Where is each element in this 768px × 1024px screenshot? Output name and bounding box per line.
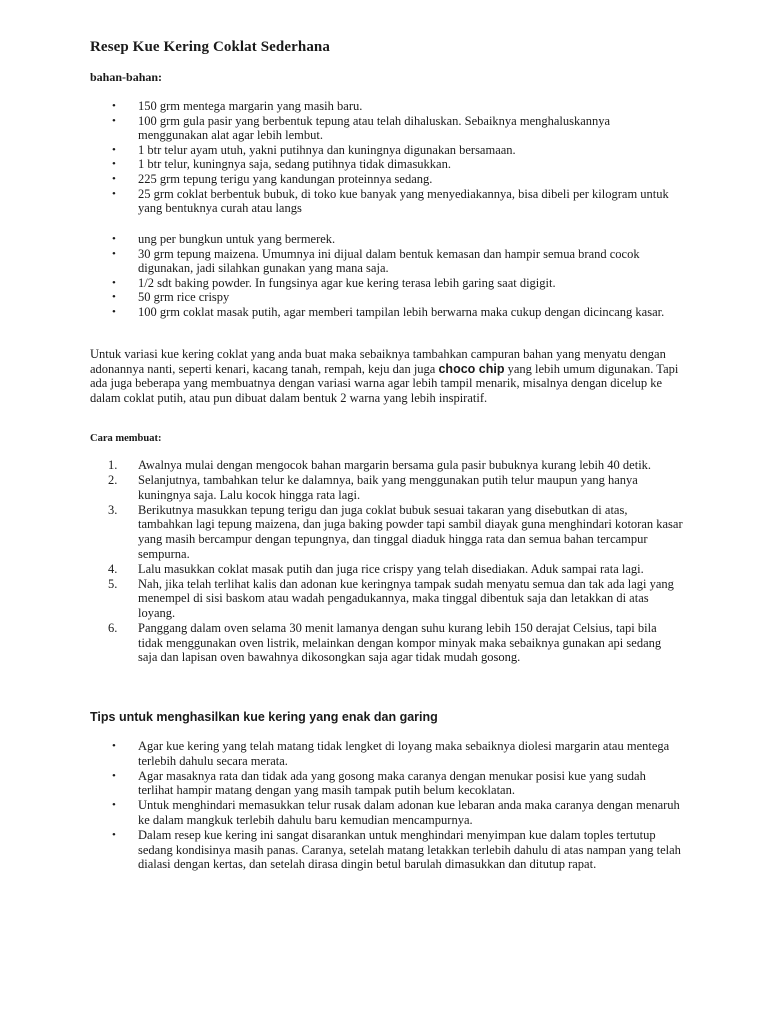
bullet-icon: •	[112, 114, 116, 127]
ingredient-text: 1 btr telur ayam utuh, yakni putihnya dan kuningnya digunakan bersamaan.	[138, 142, 516, 157]
ingredient-text: 100 grm gula pasir yang berbentuk tepung atau telah dihaluskan. Sebaiknya menghaluskannya menggunakan alat agar lebih lembut.	[138, 113, 611, 143]
step-item	[0, 473, 683, 502]
ingredients-list-part2	[0, 232, 768, 320]
ingredient-text: ung per bungkun untuk yang bermerek.	[138, 232, 336, 246]
variation-text-end: yang lebih umum digunakan. Tapi ada juga beberapa yang membuatnya dengan variasi warna agar lebih tampil menarik, misalnya dengan dicelup ke dalam coklat putih, atau pun dibuat dalam bentuk 2 warna yang lebih inspiratif.	[90, 361, 679, 405]
ingredient-text: 100 grm coklat masak putih, agar memberi tampilan lebih berwarna maka cukup dengan dicincang kasar.	[138, 304, 665, 319]
tips-heading: Tips untuk menghasilkan kue kering yang enak dan garing	[90, 710, 438, 724]
list-item	[0, 172, 683, 187]
bullet-icon: •	[112, 740, 116, 752]
list-item	[0, 828, 683, 872]
step-item	[0, 562, 683, 577]
ingredient-text: 225 grm tepung terigu yang kandungan proteinnya sedang.	[138, 171, 433, 186]
step-number: 5.	[108, 576, 118, 591]
bullet-icon: •	[112, 158, 116, 171]
variation-text-start: Untuk variasi kue kering coklat yang anda buat maka sebaiknya tambahkan campuran bahan yang menyatu dengan adonannya nanti, seperti kenari, kacang tanah, rempah, keju dan juga	[90, 347, 666, 376]
bullet-icon: •	[112, 247, 116, 260]
step-item	[0, 503, 683, 561]
step-item	[0, 458, 683, 473]
list-item	[0, 232, 683, 247]
page-title: Resep Kue Kering Coklat Sederhana	[90, 39, 330, 55]
step-number: 2.	[108, 473, 118, 488]
bullet-icon: •	[112, 187, 116, 200]
bullet-icon: •	[112, 799, 116, 812]
ingredient-text: 150 grm mentega margarin yang masih baru.	[138, 99, 363, 113]
method-steps-list	[0, 458, 768, 665]
step-item	[0, 621, 683, 665]
ingredient-text: 1/2 sdt baking powder. In fungsinya agar kue kering terasa lebih garing saat digigit.	[138, 275, 556, 290]
ingredients-heading: bahan-bahan:	[90, 70, 163, 84]
step-number: 1.	[108, 458, 118, 472]
bullet-icon: •	[112, 829, 116, 842]
bullet-icon: •	[112, 291, 116, 304]
list-item	[0, 798, 683, 827]
list-item	[0, 247, 683, 276]
list-item	[0, 305, 683, 320]
bullet-icon: •	[112, 100, 116, 112]
method-heading: Cara membuat:	[90, 433, 162, 444]
step-item	[0, 577, 683, 621]
step-number: 4.	[108, 561, 118, 576]
list-item	[0, 769, 683, 798]
variation-paragraph	[90, 347, 680, 405]
tips-list	[0, 739, 768, 872]
list-item	[0, 114, 683, 143]
tip-text: Agar masaknya rata dan tidak ada yang gosong maka caranya dengan menukar posisi kue yang sudah terlihat hampir matang dengan yang masih tampak putih belum kecoklatan.	[138, 768, 646, 798]
list-item	[0, 143, 683, 158]
ingredient-text: 1 btr telur, kuningnya saja, sedang putihnya tidak dimasukkan.	[138, 157, 451, 172]
tip-text: Dalam resep kue kering ini sangat disarankan untuk menghindari menyimpan kue dalam toples tertutup sedang kondisinya masih panas. Caranya, setelah matang letakkan terlebih dahulu di atas nampan yang telah dialasi dengan kertas, dan setelah dirasa dingin betul barulah dimasukkan dan ditutup rapat.	[138, 828, 681, 872]
list-item	[0, 276, 683, 291]
bullet-icon: •	[112, 233, 116, 245]
tip-text: Agar kue kering yang telah matang tidak lengket di loyang maka sebaiknya diolesi margarin atau mentega terlebih dahulu secara merata.	[138, 739, 670, 768]
step-text: Awalnya mulai dengan mengocok bahan margarin bersama gula pasir bubuknya kurang lebih 40 detik.	[138, 458, 652, 472]
list-item	[0, 99, 683, 114]
ingredient-text: 30 grm tepung maizena. Umumnya ini dijual dalam bentuk kemasan dan hampir semua brand cocok digunakan, jadi silahkan gunakan yang mana saja.	[138, 246, 640, 276]
step-text: Lalu masukkan coklat masak putih dan juga rice crispy yang telah disediakan. Aduk sampai rata lagi.	[138, 561, 644, 576]
step-text: Selanjutnya, tambahkan telur ke dalamnya, baik yang menggunakan putih telur maupun yang hanya kuningnya saja. Lalu kocok hingga rata lagi.	[138, 473, 638, 502]
bullet-icon: •	[112, 276, 116, 289]
list-item	[0, 739, 683, 768]
list-item	[0, 157, 683, 172]
step-number: 6.	[108, 621, 118, 636]
step-text: Berikutnya masukkan tepung terigu dan juga coklat bubuk sesuai takaran yang disebutkan di atas, tambahkan lagi tepung maizena, dan juga baking powder tapi sambil diayak guna menghindari kotoran kasar yang masih bercampur dengan tepungnya, dan tinggal diaduk hingga rata dan semua bahan tercampur sempurna.	[138, 502, 683, 561]
ingredients-list-part1	[0, 99, 768, 216]
ingredient-text: 25 grm coklat berbentuk bubuk, di toko kue banyak yang menyediakannya, bisa dibeli per kilogram untuk yang bentuknya curah atau langs	[138, 186, 669, 216]
bullet-icon: •	[112, 769, 116, 782]
ingredient-text: 50 grm rice crispy	[138, 290, 230, 305]
bullet-icon: •	[112, 305, 116, 318]
choco-chip-highlight: choco chip	[438, 361, 505, 376]
list-item	[0, 290, 683, 305]
step-number: 3.	[108, 502, 118, 517]
list-item	[0, 187, 683, 216]
bullet-icon: •	[112, 172, 116, 185]
step-text: Panggang dalam oven selama 30 menit lamanya dengan suhu kurang lebih 150 derajat Celsius, tapi bila tidak menggunakan oven listrik, melainkan dengan kompor minyak maka sebaiknya gunakan api sedang saja dan lapisan oven bawahnya dikosongkan saja agar tidak mudah gosong.	[138, 621, 662, 665]
bullet-icon: •	[112, 143, 116, 156]
step-text: Nah, jika telah terlihat kalis dan adonan kue keringnya tampak sudah menyatu semua dan tak ada lagi yang menempel di sisi baskom atau wadah pengadukannya, maka tinggal dibentuk saja dan letakkan di atas loyang.	[138, 576, 674, 620]
tip-text: Untuk menghindari memasukkan telur rusak dalam adonan kue lebaran anda maka caranya dengan menaruh ke dalam mangkuk terlebih dahulu baru kemudian mencampurnya.	[138, 798, 680, 827]
